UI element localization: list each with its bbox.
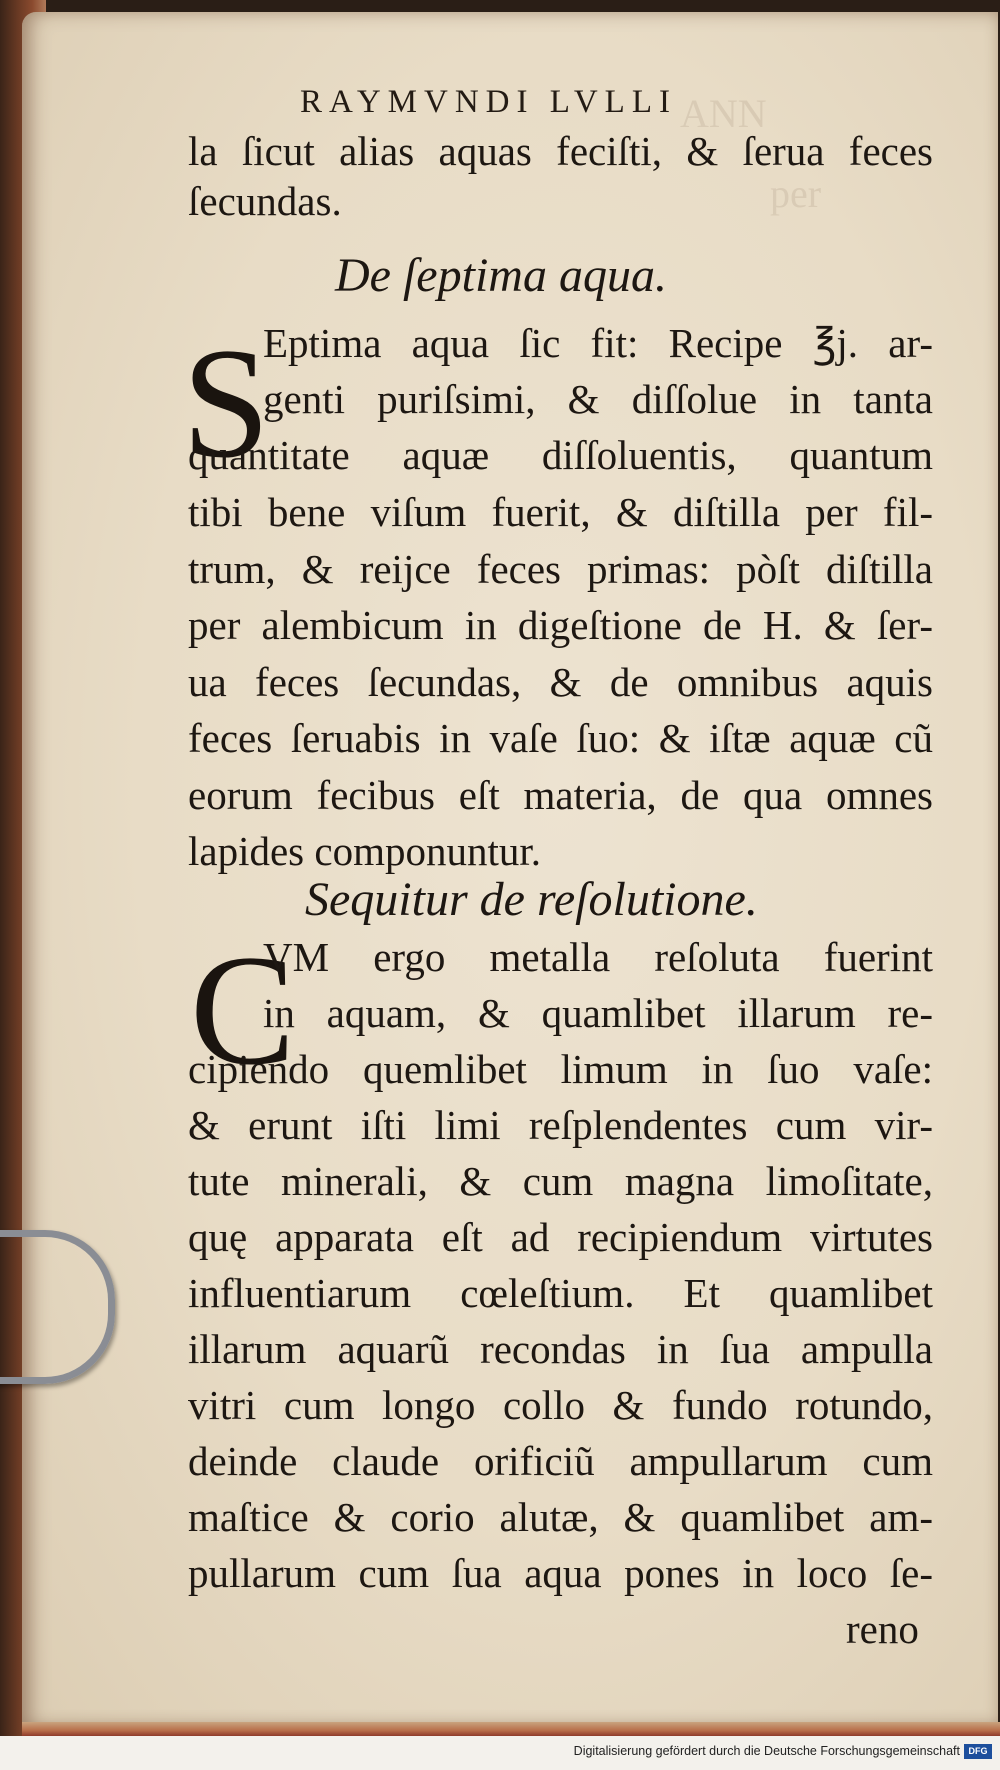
text-line: eorum fecibus eſt materia, de qua omnes <box>188 772 933 818</box>
text-line: tute minerali, & cum magna limoſitate, <box>188 1158 933 1204</box>
text-line: trum, & reijce feces primas: pòſt diſtilla <box>188 546 933 592</box>
text-line: ua feces ſecundas, & de omnibus aquis <box>188 659 933 705</box>
text-line: la ſicut alias aquas feciſti, & ſerua feces <box>188 128 933 174</box>
text-line: quę apparata eſt ad recipiendum virtutes <box>188 1214 933 1260</box>
text-line: ſecundas. <box>188 178 342 224</box>
text-line: genti puriſsimi, & diſſolue in tanta <box>263 376 933 422</box>
text-line: deinde claude orificiũ ampullarum cum <box>188 1438 933 1484</box>
text-line: & erunt iſti limi reſplendentes cum vir- <box>188 1102 933 1148</box>
text-line: quantitate aquæ diſſoluentis, quantum <box>188 432 933 478</box>
catchword: reno <box>846 1606 919 1652</box>
running-head: RAYMVNDI LVLLI <box>300 84 677 120</box>
drop-cap: S <box>182 316 270 491</box>
text-line: influentiarum cœleſtium. Et quamlibet <box>188 1270 933 1316</box>
section-heading: De ſeptima aqua. <box>335 249 667 302</box>
text-line: cipiendo quemlibet limum in ſuo vaſe: <box>188 1046 933 1092</box>
text-line: VM ergo metalla reſoluta fuerint <box>263 934 933 980</box>
drop-cap: C <box>190 923 296 1098</box>
text-line: in aquam, & quamlibet illarum re- <box>263 990 933 1036</box>
text-line: feces ſeruabis in vaſe ſuo: & iſtæ aquæ cũ <box>188 715 933 761</box>
text-line: per alembicum in digeſtione de H. & ſer- <box>188 602 933 648</box>
text-line: pullarum cum ſua aqua pones in loco ſe- <box>188 1550 933 1596</box>
text-line: illarum aquarũ recondas in ſua ampulla <box>188 1326 933 1372</box>
dfg-logo: DFG <box>964 1744 992 1759</box>
section-heading: Sequitur de reſolutione. <box>305 873 758 926</box>
show-through: ANN <box>680 91 767 136</box>
text-line: maſtice & corio alutæ, & quamlibet am- <box>188 1494 933 1540</box>
text-line: tibi bene viſum fuerit, & diſtilla per fil- <box>188 489 933 535</box>
text-line: lapides componuntur. <box>188 828 542 874</box>
text-line: vitri cum longo collo & fundo rotundo, <box>188 1382 933 1428</box>
text-line: Eptima aqua ſic fit: Recipe ℥j. ar- <box>263 320 933 366</box>
show-through: per <box>770 171 822 216</box>
funding-credit: Digitalisierung gefördert durch die Deutsche Forschungsgemeinschaft <box>573 1744 960 1758</box>
